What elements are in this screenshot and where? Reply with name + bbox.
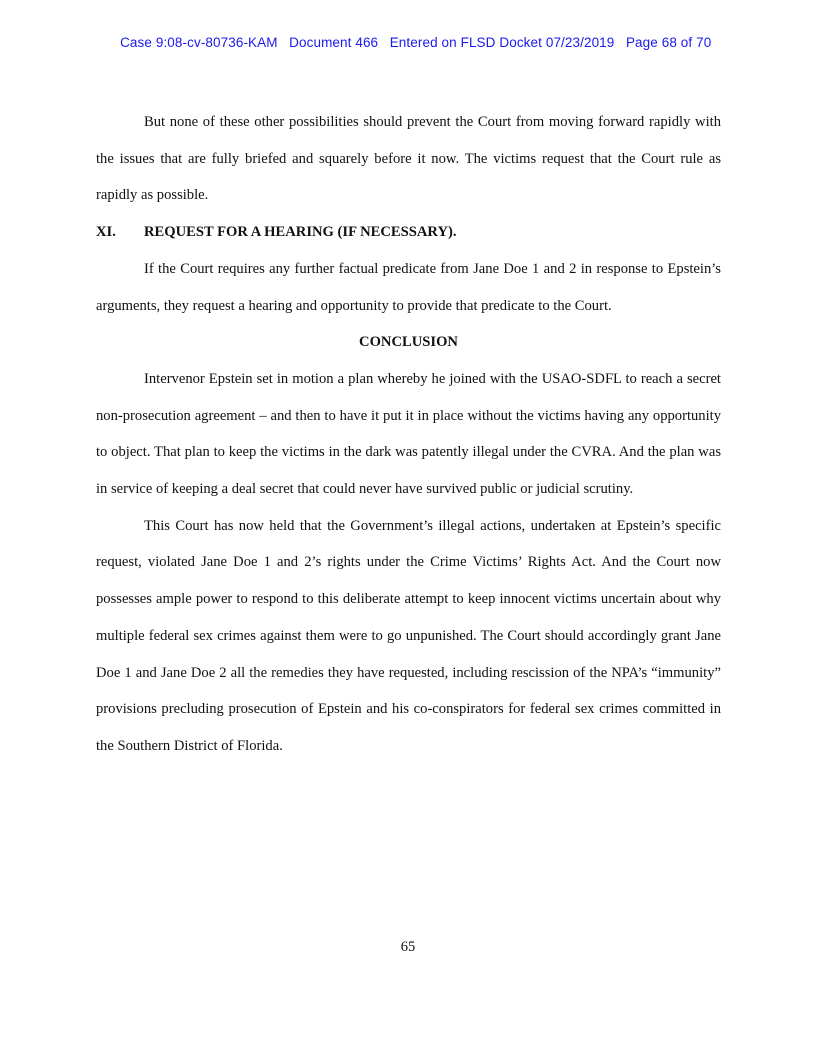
section-title: REQUEST FOR A HEARING (IF NECESSARY). <box>144 224 457 241</box>
paragraph-conclusion-plan: Intervenor Epstein set in motion a plan whereby he joined with the USAO-SDFL to reach a secret non-prosecution agreement – and then to have it put it in place without the victims having any opportunity to object. That plan to keep the victims in the dark was patently illegal under the CVRA. And the plan was in service of keeping a deal secret that could never have survived public or judicial scrutiny. <box>96 370 721 498</box>
document-body <box>96 104 721 765</box>
paragraph-hearing-request: If the Court requires any further factual predicate from Jane Doe 1 and 2 in response to Epstein’s arguments, they request a hearing and opportunity to provide that predicate to the Court. <box>96 260 721 314</box>
page-number: 65 <box>400 939 416 955</box>
case-stamp-header <box>0 20 816 65</box>
paragraph-conclusion-remedies: This Court has now held that the Government’s illegal actions, undertaken at Epstein’s specific request, violated Jane Doe 1 and 2’s rights under the Crime Victims’ Rights Act. And the Court now possesses ample power to respond to this deliberate attempt to keep innocent victims uncertain about why multiple federal sex crimes against them were to go unpunished. The Court should accordingly grant Jane Doe 1 and Jane Doe 2 all the remedies they have requested, including rescission of the NPA’s “immunity” provisions precluding prosecution of Epstein and his co-conspirators for federal sex crimes committed in the Southern District of Florida. <box>96 517 721 754</box>
section-heading-xi <box>96 214 721 251</box>
page-footer <box>0 937 816 957</box>
conclusion-heading: CONCLUSION <box>359 334 458 351</box>
section-number: XI. <box>96 224 116 241</box>
paragraph-rapid-ruling: But none of these other possibilities should prevent the Court from moving forward rapidly with the issues that are fully briefed and squarely before it now. The victims request that the Court rule as rapidly as possible. <box>96 114 721 204</box>
case-stamp-text: Case 9:08-cv-80736-KAM Document 466 Entered on FLSD Docket 07/23/2019 Page 68 of 70 <box>120 35 712 50</box>
